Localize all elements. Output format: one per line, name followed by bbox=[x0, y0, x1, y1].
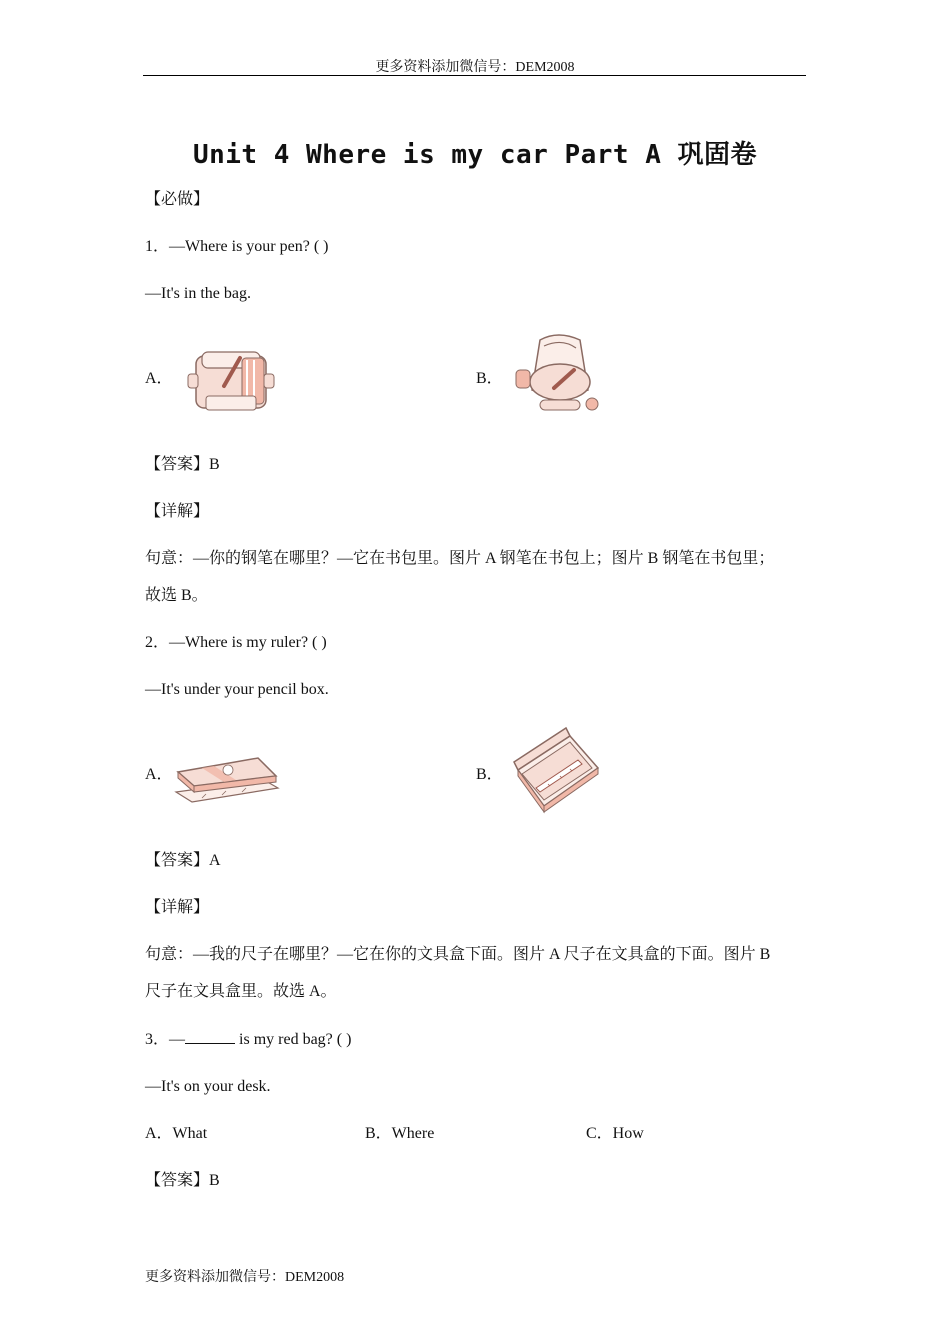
q3-question-prefix: 3．— bbox=[145, 1031, 186, 1048]
page-header: 更多资料添加微信号：DEM2008 bbox=[375, 60, 575, 75]
page-footer: 更多资料添加微信号：DEM2008 bbox=[145, 1270, 345, 1285]
q3-question bbox=[145, 1029, 351, 1050]
q1-option-b-image-pen-in-bag[interactable] bbox=[510, 330, 606, 416]
q3-option-b[interactable]: B．Where bbox=[365, 1125, 435, 1142]
q2-option-b-label[interactable]: B． bbox=[476, 766, 503, 783]
q1-detail-line1: 句意：—你的钢笔在哪里？—它在书包里。图片 A 钢笔在书包上；图片 B 钢笔在书包里； bbox=[145, 550, 775, 567]
q2-question: 2．—Where is my ruler? ( ) bbox=[145, 634, 327, 651]
q3-option-c[interactable]: C．How bbox=[586, 1125, 644, 1142]
q1-question: 1．—Where is your pen? ( ) bbox=[145, 238, 329, 255]
q1-reply: —It's in the bag. bbox=[145, 285, 251, 302]
q1-detail-label: 【详解】 bbox=[145, 503, 210, 520]
q2-answer: 【答案】A bbox=[145, 852, 221, 869]
q1-option-b-label[interactable]: B． bbox=[476, 370, 503, 387]
q3-blank bbox=[185, 1029, 235, 1044]
q3-question-suffix: is my red bag? ( ) bbox=[235, 1031, 352, 1048]
q2-option-a-image-ruler-under-box[interactable] bbox=[172, 752, 282, 808]
q3-option-a[interactable]: A．What bbox=[145, 1125, 208, 1142]
q1-detail-line2: 故选 B。 bbox=[145, 587, 208, 604]
q3-reply: —It's on your desk. bbox=[145, 1078, 271, 1095]
q2-detail-label: 【详解】 bbox=[145, 899, 210, 916]
q1-option-a-label[interactable]: A． bbox=[145, 370, 173, 387]
q2-reply: —It's under your pencil box. bbox=[145, 681, 329, 698]
q2-detail-line2: 尺子在文具盒里。故选 A。 bbox=[145, 983, 337, 1000]
q2-option-b-image-ruler-in-box[interactable] bbox=[508, 722, 604, 818]
q1-answer: 【答案】B bbox=[145, 456, 220, 473]
section-label: 【必做】 bbox=[145, 191, 210, 208]
q2-option-a-label[interactable]: A． bbox=[145, 766, 173, 783]
q1-option-a-image-pen-on-bag[interactable] bbox=[184, 346, 280, 414]
header-rule bbox=[143, 75, 806, 76]
q2-detail-line1: 句意：—我的尺子在哪里？—它在你的文具盒下面。图片 A 尺子在文具盒的下面。图片 B bbox=[145, 946, 771, 963]
page-title: Unit 4 Where is my car Part A 巩固卷 bbox=[192, 140, 758, 170]
q3-answer: 【答案】B bbox=[145, 1172, 220, 1189]
